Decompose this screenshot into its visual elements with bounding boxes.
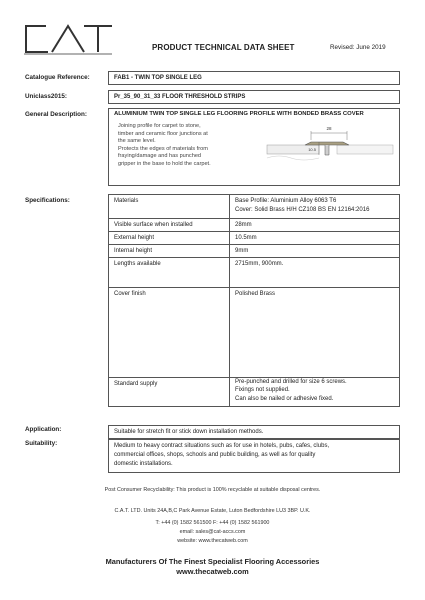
specifications-table bbox=[108, 194, 400, 407]
document-title: PRODUCT TECHNICAL DATA SHEET bbox=[152, 43, 295, 52]
application-value: Suitable for stretch fit or stick down installation methods. bbox=[108, 425, 400, 439]
catalogue-label: Catalogue Reference: bbox=[25, 74, 90, 81]
spec-value bbox=[230, 195, 400, 219]
catalogue-value: FAB1 - TWIN TOP SINGLE LEG bbox=[108, 71, 400, 85]
description-line: timber and ceramic floor junctions at bbox=[118, 130, 208, 137]
spec-value-line: Cover: Solid Brass H/H CZ108 BS EN 12164:2016 bbox=[235, 207, 370, 214]
dimension-height-label: 10.5 bbox=[308, 147, 316, 152]
spec-name: Standard supply bbox=[109, 378, 230, 407]
suitability-label: Suitability: bbox=[25, 440, 58, 447]
general-description-text bbox=[118, 123, 211, 169]
table-row bbox=[109, 288, 400, 378]
spec-name: Lengths available bbox=[109, 258, 230, 288]
description-line: the same level. bbox=[118, 138, 156, 145]
dimension-width-label: 28 bbox=[326, 126, 332, 131]
spec-name: Materials bbox=[109, 195, 230, 219]
table-row bbox=[109, 378, 400, 407]
spec-value: Polished Brass bbox=[230, 288, 400, 378]
spec-name: Cover finish bbox=[109, 288, 230, 378]
company-website: website: www.thecatweb.com bbox=[177, 538, 248, 544]
spec-name: Internal height bbox=[109, 245, 230, 258]
company-address: C.A.T. LTD. Units 24A,B,C Park Avenue Estate, Luton Bedfordshire LU3 3BP. U.K. bbox=[114, 508, 311, 514]
spec-value bbox=[230, 378, 400, 407]
spec-value-line: Pre-punched and drilled for size 6 screws. bbox=[235, 379, 347, 385]
revised-date: Revised: June 2019 bbox=[330, 44, 386, 51]
suitability-line: domestic installations. bbox=[114, 461, 173, 468]
table-row bbox=[109, 258, 400, 288]
table-row bbox=[109, 245, 400, 258]
table-row bbox=[109, 195, 400, 219]
description-line: fraying/damage and has punched bbox=[118, 153, 202, 160]
general-description-box bbox=[108, 108, 400, 186]
spec-value-line: Can also be nailed or adhesive fixed. bbox=[235, 395, 334, 402]
general-description-label: General Description: bbox=[25, 111, 87, 118]
spec-value: 10.5mm bbox=[230, 232, 400, 245]
suitability-line: Medium to heavy contract situations such as for use in hotels, pubs, cafes, clubs, bbox=[114, 443, 330, 449]
uniclass-label: Uniclass2015: bbox=[25, 93, 68, 100]
suitability-value bbox=[108, 439, 400, 473]
application-label: Application: bbox=[25, 426, 62, 433]
spec-value: 28mm bbox=[230, 219, 400, 232]
recyclability-note: Post Consumer Recyclability: This product is 100% recyclable at suitable disposal centres. bbox=[104, 487, 321, 493]
description-line: gripper in the base to hold the carpet. bbox=[118, 160, 211, 167]
spec-value: 9mm bbox=[230, 245, 400, 258]
footer-url[interactable]: www.thecatweb.com bbox=[176, 567, 249, 576]
spec-name: Visible surface when installed bbox=[109, 219, 230, 232]
spec-name: External height bbox=[109, 232, 230, 245]
profile-drawing bbox=[259, 118, 395, 170]
description-line: Joining profile for carpet to stone, bbox=[118, 123, 201, 129]
suitability-line: commercial offices, shops, schools and public building, as well as for quality bbox=[114, 452, 316, 459]
company-email: email: sales@cat-accs.com bbox=[179, 529, 246, 535]
footer-tagline: Manufacturers Of The Finest Specialist Flooring Accessories bbox=[105, 557, 320, 566]
spec-value: 2715mm, 900mm. bbox=[230, 258, 400, 288]
specifications-label: Specifications: bbox=[25, 197, 70, 204]
uniclass-value: Pr_35_90_31_33 FLOOR THRESHOLD STRIPS bbox=[108, 90, 400, 104]
cat-logo bbox=[22, 22, 114, 56]
table-row bbox=[109, 219, 400, 232]
spec-value-line: Base Profile: Aluminium Alloy 6063 T6 bbox=[235, 198, 337, 204]
company-phone: T: +44 (0) 1582 561500 F: +44 (0) 1582 561900 bbox=[155, 520, 270, 526]
table-row bbox=[109, 232, 400, 245]
general-description-heading: ALUMINIUM TWIN TOP SINGLE LEG FLOORING PROFILE WITH BONDED BRASS COVER bbox=[114, 111, 364, 117]
spec-value-line: Fixings not supplied. bbox=[235, 387, 290, 394]
description-line: Protects the edges of materials from bbox=[118, 145, 208, 152]
